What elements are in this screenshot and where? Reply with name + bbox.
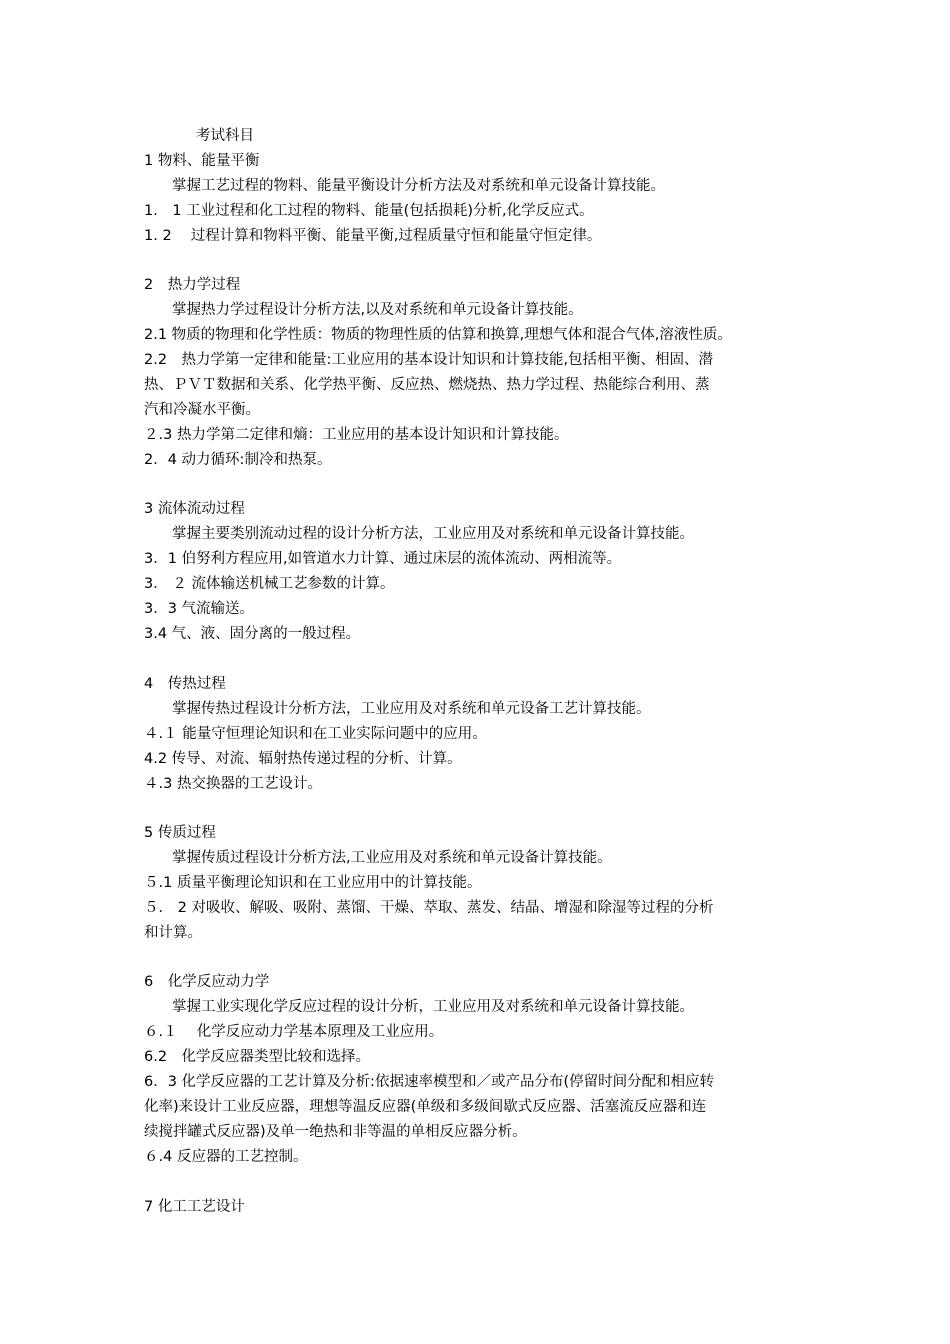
item-6-1: ６.１ 化学反应动力学基本原理及工业应用。 (144, 1024, 444, 1040)
item-6-3-line-2: 化率)来设计工业反应器，理想等温反应器(单级和多级间歇式反应器、活塞流反应器和连 (144, 1099, 707, 1115)
section-heading-7: 7 化工工艺设计 (144, 1199, 245, 1215)
section-4-summary: 掌握传热过程设计分析方法，工业应用及对系统和单元设备工艺计算技能。 (172, 701, 651, 717)
item-3-1: 3．1 伯努利方程应用,如管道水力计算、通过床层的流体流动、两相流等。 (144, 551, 622, 567)
item-3-3: 3．3 气流输送。 (144, 601, 255, 617)
section-5-summary: 掌握传质过程设计分析方法,工业应用及对系统和单元设备计算技能。 (172, 850, 612, 866)
item-5-2-line-1: ５． 2 对吸收、解吸、吸附、蒸馏、干燥、萃取、蒸发、结晶、增湿和除湿等过程的分析 (144, 900, 714, 916)
item-3-2: 3． ２ 流体输送机械工艺参数的计算。 (144, 576, 395, 592)
item-4-3: ４.3 热交换器的工艺设计。 (144, 776, 322, 792)
item-2-1: 2.1 物质的物理和化学性质：物质的物理性质的估算和换算,理想气体和混合气体,溶液性质。 (144, 327, 732, 343)
section-3-summary: 掌握主要类别流动过程的设计分析方法，工业应用及对系统和单元设备计算技能。 (172, 526, 694, 542)
item-6-3-line-1: 6．3 化学反应器的工艺计算及分析:依据速率模型和／或产品分布(停留时间分配和相应转 (144, 1074, 715, 1090)
section-6-summary: 掌握工业实现化学反应过程的设计分析，工业应用及对系统和单元设备计算技能。 (172, 999, 694, 1015)
section-1-summary: 掌握工艺过程的物料、能量平衡设计分析方法及对系统和单元设备计算技能。 (172, 178, 665, 194)
section-heading-3: 3 流体流动过程 (144, 501, 245, 517)
item-1-2: 1. 2 过程计算和物料平衡、能量平衡,过程质量守恒和能量守恒定律。 (144, 228, 602, 244)
section-heading-1: 1 物料、能量平衡 (144, 153, 260, 169)
item-4-2: 4.2 传导、对流、辐射热传递过程的分析、计算。 (144, 751, 462, 767)
item-6-4: ６.4 反应器的工艺控制。 (144, 1149, 308, 1165)
item-2-2-line-3: 汽和冷凝水平衡。 (144, 402, 260, 418)
item-2-3: ２.3 热力学第二定律和熵：工业应用的基本设计知识和计算技能。 (144, 427, 569, 443)
item-5-2-line-2: 和计算。 (144, 925, 202, 941)
section-heading-2: 2 热力学过程 (144, 277, 241, 293)
item-5-1: ５.1 质量平衡理论知识和在工业应用中的计算技能。 (144, 875, 482, 891)
section-heading-4: 4 传热过程 (144, 676, 226, 692)
item-2-2-line-2: 热、ＰＶＴ数据和关系、化学热平衡、反应热、燃烧热、热力学过程、热能综合利用、蒸 (144, 377, 710, 393)
section-heading-5: 5 传质过程 (144, 825, 216, 841)
item-4-1: ４.１ 能量守恒理论知识和在工业实际问题中的应用。 (144, 726, 487, 742)
item-6-3-line-3: 续搅拌罐式反应器)及单一绝热和非等温的单相反应器分析。 (144, 1124, 527, 1140)
item-1-1: 1． 1 工业过程和化工过程的物料、能量(包括损耗)分析,化学反应式。 (144, 203, 594, 219)
document-title: 考试科目 (196, 128, 254, 144)
item-2-4: 2．4 动力循环:制冷和热泵。 (144, 452, 332, 468)
section-2-summary: 掌握热力学过程设计分析方法,以及对系统和单元设备计算技能。 (172, 302, 583, 318)
section-heading-6: 6 化学反应动力学 (144, 974, 270, 990)
item-3-4: 3.4 气、液、固分离的一般过程。 (144, 626, 361, 642)
item-6-2: 6.2 化学反应器类型比较和选择。 (144, 1049, 371, 1065)
item-2-2-line-1: 2.2 热力学第一定律和能量:工业应用的基本设计知识和计算技能,包括相平衡、相固、潜 (144, 352, 714, 368)
